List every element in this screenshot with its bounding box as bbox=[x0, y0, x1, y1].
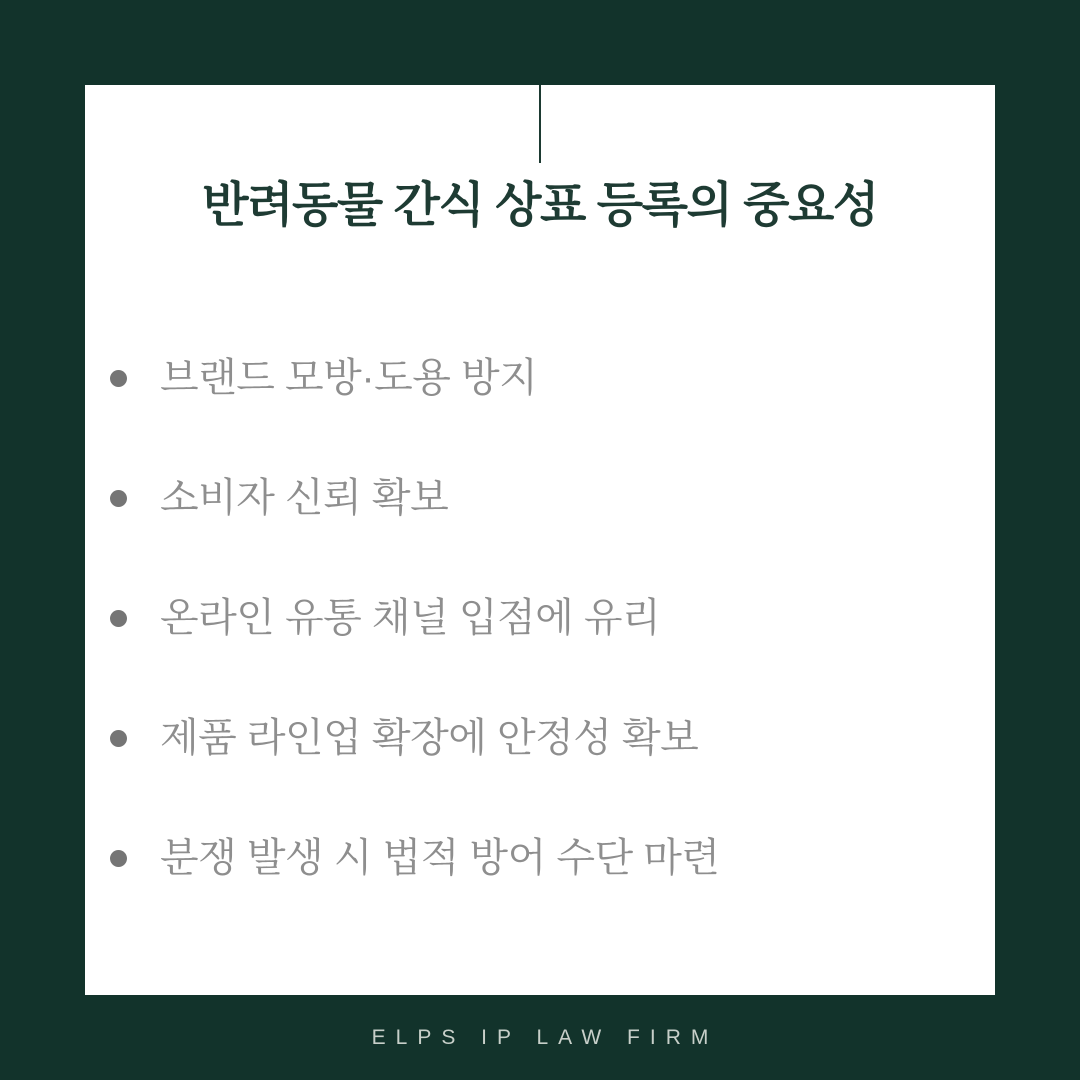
bullet-dot-icon bbox=[110, 850, 127, 867]
content-card bbox=[85, 85, 995, 995]
list-item bbox=[85, 714, 995, 762]
bullet-dot-icon bbox=[110, 490, 127, 507]
list-item-label: 온라인 유통 채널 입점에 유리 bbox=[160, 596, 661, 640]
list-item-label: 분쟁 발생 시 법적 방어 수단 마련 bbox=[160, 836, 720, 880]
benefits-list bbox=[85, 354, 995, 882]
page-title: 반려동물 간식 상표 등록의 중요성 bbox=[202, 179, 878, 232]
bullet-dot-icon bbox=[110, 610, 127, 627]
list-item bbox=[85, 354, 995, 402]
list-item bbox=[85, 594, 995, 642]
list-item bbox=[85, 474, 995, 522]
bullet-dot-icon bbox=[110, 730, 127, 747]
law-firm-wordmark: ELPS IP LAW FIRM bbox=[371, 1025, 719, 1049]
list-item-label: 소비자 신뢰 확보 bbox=[160, 476, 449, 520]
bullet-dot-icon bbox=[110, 370, 127, 387]
list-item bbox=[85, 834, 995, 882]
list-item-label: 브랜드 모방·도용 방지 bbox=[160, 356, 538, 400]
footer bbox=[0, 995, 1080, 1080]
decorative-vertical-line bbox=[539, 85, 541, 163]
list-item-label: 제품 라인업 확장에 안정성 확보 bbox=[160, 716, 699, 760]
